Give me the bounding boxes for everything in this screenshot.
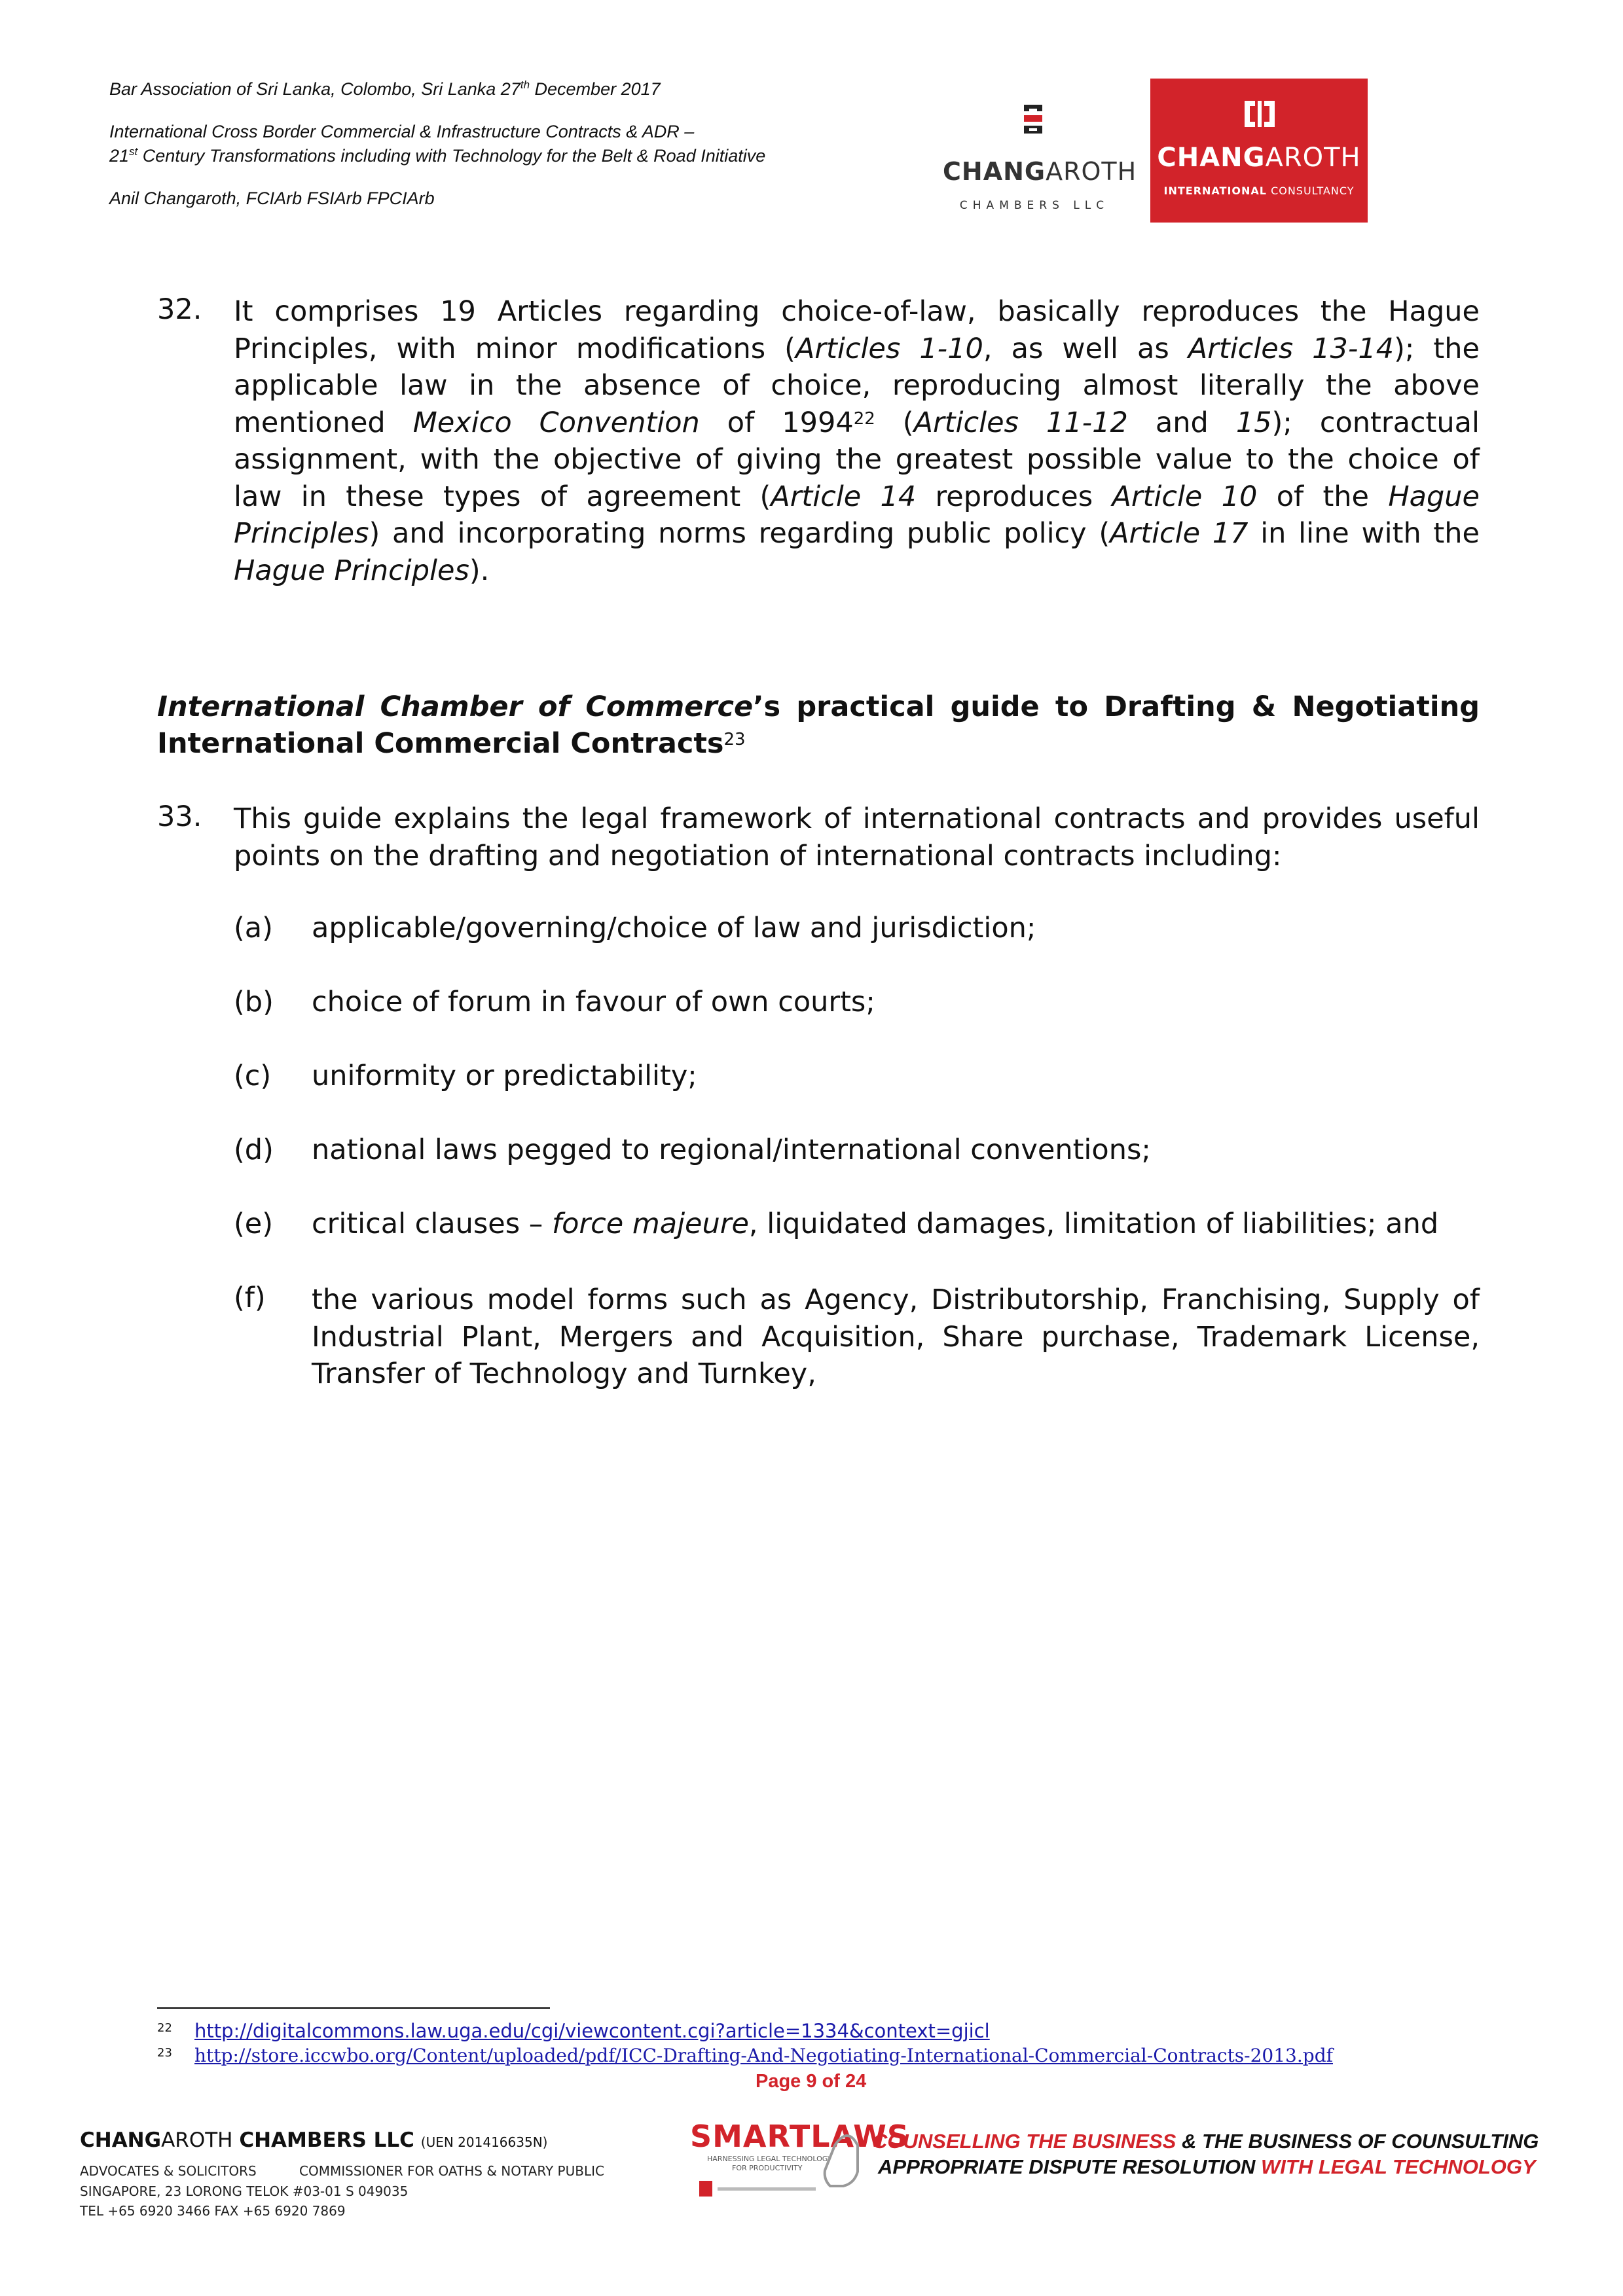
para32-line: It comprises 19 Articles regarding choice-of-law, basically reproduces the Hague	[234, 295, 1480, 328]
para32-line: Principles) and incorporating norms regarding public policy (Article 17 in line with the	[234, 517, 1480, 550]
chambers-logo-sub: CHAMBERS LLC	[959, 199, 1110, 212]
list-item-text: applicable/governing/choice of law and jurisdiction;	[312, 912, 1036, 944]
list-item-label: (a)	[234, 912, 273, 944]
para32-line: mentioned Mexico Convention of 1994$^{22}$ (Articles 11-12 and 15); contractual	[234, 406, 1480, 439]
list-item-label: (b)	[234, 986, 274, 1018]
list-item-label: (d)	[234, 1134, 274, 1166]
para32-line: applicable law in the absence of choice, reproducing almost literally the above	[234, 369, 1480, 402]
footnote-link[interactable]: http://digitalcommons.law.uga.edu/cgi/viewcontent.cgi?article=1334&context=gjicl	[194, 2020, 990, 2042]
para32-line: Hague Principles).	[234, 554, 490, 587]
footnote-number: 23	[157, 2046, 172, 2060]
consultancy-monogram-icon	[1242, 97, 1277, 131]
footer-firm-role: ADVOCATES & SOLICITORS	[80, 2163, 257, 2179]
paragraph-33	[234, 800, 1480, 874]
list-item-text: choice of forum in favour of own courts;	[312, 986, 875, 1018]
list-item-label: (f)	[234, 1282, 266, 1314]
footnote-ref-22: 22	[853, 408, 875, 429]
footnote-ref-23: 23	[723, 730, 746, 749]
heading-line: International Chamber of Commerce’s practical guide to Drafting & Negotiating	[157, 691, 1480, 723]
footer-firm-name: CHANGAROTH CHAMBERS LLC (UEN 201416635N)	[80, 2128, 548, 2152]
item-f-line: Industrial Plant, Mergers and Acquisition, Share purchase, Trademark License,	[312, 1320, 1480, 1354]
paragraph-number: 32.	[157, 293, 202, 326]
list-item-label: (e)	[234, 1208, 274, 1240]
footer-contact: TEL +65 6920 3466 FAX +65 6920 7869	[80, 2203, 346, 2219]
footer-address: SINGAPORE, 23 LORONG TELOK #03-01 S 049035	[80, 2183, 409, 2199]
para32-line: Principles, with minor modifications (Articles 1-10, as well as Articles 13-14); the	[234, 332, 1480, 365]
consultancy-logo-sub: INTERNATIONAL CONSULTANCY	[1163, 185, 1355, 197]
header-subtitle-line: 21st Century Transformations including with Technology for the Belt & Road Initiative	[109, 145, 766, 166]
svg-text:HARNESSING LEGAL TECHNOLOGY: HARNESSING LEGAL TECHNOLOGY	[707, 2155, 832, 2163]
list-item-label: (c)	[234, 1060, 272, 1092]
footer-tagline-2: APPROPRIATE DISPUTE RESOLUTION WITH LEGAL TECHNOLOGY	[878, 2155, 1536, 2178]
footer-firm-role-notary: COMMISSIONER FOR OATHS & NOTARY PUBLIC	[299, 2163, 604, 2179]
chambers-monogram-icon	[1020, 101, 1046, 137]
para33-line: This guide explains the legal framework of international contracts and provides useful	[234, 802, 1480, 835]
changaroth-consultancy-logo	[1150, 79, 1368, 223]
footnote-link[interactable]: http://store.iccwbo.org/Content/uploaded/pdf/ICC-Drafting-And-Negotiating-International-Commercial-Contracts-2013.pdf	[194, 2045, 1333, 2066]
changaroth-chambers-logo	[943, 86, 1137, 224]
page-number: Page 9 of 24	[756, 2071, 867, 2092]
list-item-text: critical clauses – force majeure, liquidated damages, limitation of liabilities; and	[312, 1208, 1439, 1240]
heading-line: International Commercial Contracts$^{23}$	[157, 727, 746, 760]
para33-line: points on the drafting and negotiation of international contracts including:	[234, 839, 1282, 872]
chambers-logo-name: CHANGAROTH	[943, 157, 1137, 186]
list-item-text	[312, 1282, 1480, 1393]
header-event-line: Bar Association of Sri Lanka, Colombo, Sri Lanka 27th December 2017	[109, 79, 661, 99]
paragraph-number: 33.	[157, 800, 202, 833]
section-heading	[157, 689, 1480, 762]
list-item-text: national laws pegged to regional/international conventions;	[312, 1134, 1151, 1166]
paragraph-32	[234, 293, 1480, 589]
para32-line: assignment, with the objective of giving the greatest possible value to the choice of	[234, 443, 1480, 476]
footnote-separator	[157, 2007, 550, 2009]
list-item-text: uniformity or predictability;	[312, 1060, 697, 1092]
svg-text:SMARTLAWS: SMARTLAWS	[690, 2119, 909, 2154]
consultancy-logo-name: CHANGAROTH	[1157, 143, 1361, 173]
item-f-line: the various model forms such as Agency, Distributorship, Franchising, Supply of	[312, 1283, 1480, 1316]
footnote-number: 22	[157, 2021, 172, 2035]
footer-tagline-1: COUNSELLING THE BUSINESS & THE BUSINESS OF COUNSULTING	[873, 2130, 1539, 2153]
svg-text:FOR PRODUCTIVITY: FOR PRODUCTIVITY	[732, 2164, 803, 2172]
header-title-line: International Cross Border Commercial & Infrastructure Contracts & ADR –	[109, 122, 695, 141]
para32-line: law in these types of agreement (Article 14 reproduces Article 10 of the Hague	[234, 480, 1480, 513]
smartlaws-logo	[687, 2113, 909, 2204]
header-author-line: Anil Changaroth, FCIArb FSIArb FPCIArb	[109, 188, 435, 208]
smartlaws-badge-icon	[687, 2113, 909, 2204]
item-f-line: Transfer of Technology and Turnkey,	[312, 1357, 816, 1390]
